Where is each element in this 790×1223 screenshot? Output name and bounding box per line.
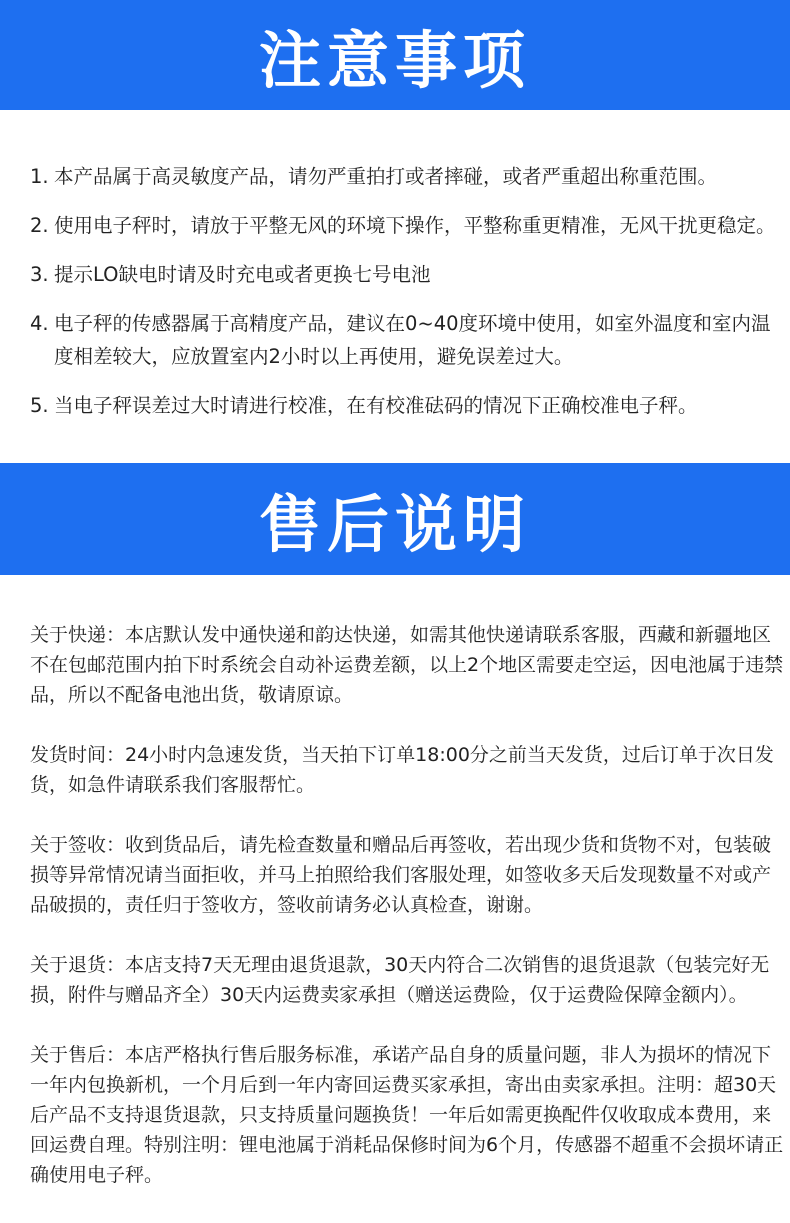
notice-item-text: 使用电子秤时，请放于平整无风的环境下操作，平整称重更精准，无风干扰更稳定。 (54, 214, 776, 237)
aftersale-paragraph-service: 关于售后：本店严格执行售后服务标准，承诺产品自身的质量问题，非人为损坏的情况下一年内包换新机，一个月后到一年内寄回运费买家承担，寄出由卖家承担。注明：超30天后产品不支持退货退款，只支持质量问题换货！一年后如需更换配件仅收取成本费用，来回运费自理。特别注明：锂电池属于消耗品保修时间为6个月，传感器不超重不会损坏请正确使用电子秤。 (30, 1044, 784, 1186)
notice-item-4 (30, 307, 780, 373)
aftersale-paragraph-returns: 关于退货：本店支持7天无理由退货退款，30天内符合二次销售的退货退款（包装完好无损，附件与赠品齐全）30天内运费卖家承担（赠送运费险，仅于运费险保障金额内）。 (30, 954, 770, 1006)
notice-item-1 (30, 160, 780, 193)
notice-item-number: 3. (30, 263, 49, 286)
notice-item-number: 4. (30, 312, 49, 335)
notice-item-3 (30, 258, 780, 291)
notice-item-text: 当电子秤误差过大时请进行校准，在有校准砝码的情况下正确校准电子秤。 (54, 394, 698, 417)
aftersale-paragraph-signing: 关于签收：收到货品后，请先检查数量和赠品后再签收，若出现少货和货物不对，包装破损等异常情况请当面拒收，并马上拍照给我们客服处理，如签收多天后发现数量不对或产品破损的，责任归于签收方，签收前请务必认真检查，谢谢。 (30, 834, 772, 916)
notice-title: 注意事项 (258, 23, 531, 97)
notice-item-number: 2. (30, 214, 49, 237)
notice-item-text: 电子秤的传感器属于高精度产品，建议在0~40度环境中使用，如室外温度和室内温度相差较大，应放置室内2小时以上再使用，避免误差过大。 (54, 312, 771, 368)
aftersale-paragraph-dispatch-time: 发货时间：24小时内急速发货，当天拍下订单18:00分之前当天发货，过后订单于次日发货，如急件请联系我们客服帮忙。 (30, 744, 774, 796)
notice-list (30, 160, 780, 438)
notice-banner (0, 0, 790, 110)
aftersale-paragraph-shipping: 关于快递：本店默认发中通快递和韵达快递，如需其他快递请联系客服，西藏和新疆地区不在包邮范围内拍下时系统会自动补运费差额，以上2个地区需要走空运，因电池属于违禁品，所以不配备电池出货，敬请原谅。 (30, 624, 784, 706)
notice-item-text: 提示LO缺电时请及时充电或者更换七号电池 (54, 263, 431, 286)
notice-item-5 (30, 389, 780, 422)
aftersale-section (30, 620, 785, 1220)
notice-item-2 (30, 209, 780, 242)
notice-item-number: 5. (30, 394, 49, 417)
aftersale-title: 售后说明 (258, 487, 531, 561)
notice-item-text: 本产品属于高灵敏度产品，请勿严重拍打或者摔碰，或者严重超出称重范围。 (54, 165, 718, 188)
notice-item-number: 1. (30, 165, 49, 188)
aftersale-banner (0, 463, 790, 575)
